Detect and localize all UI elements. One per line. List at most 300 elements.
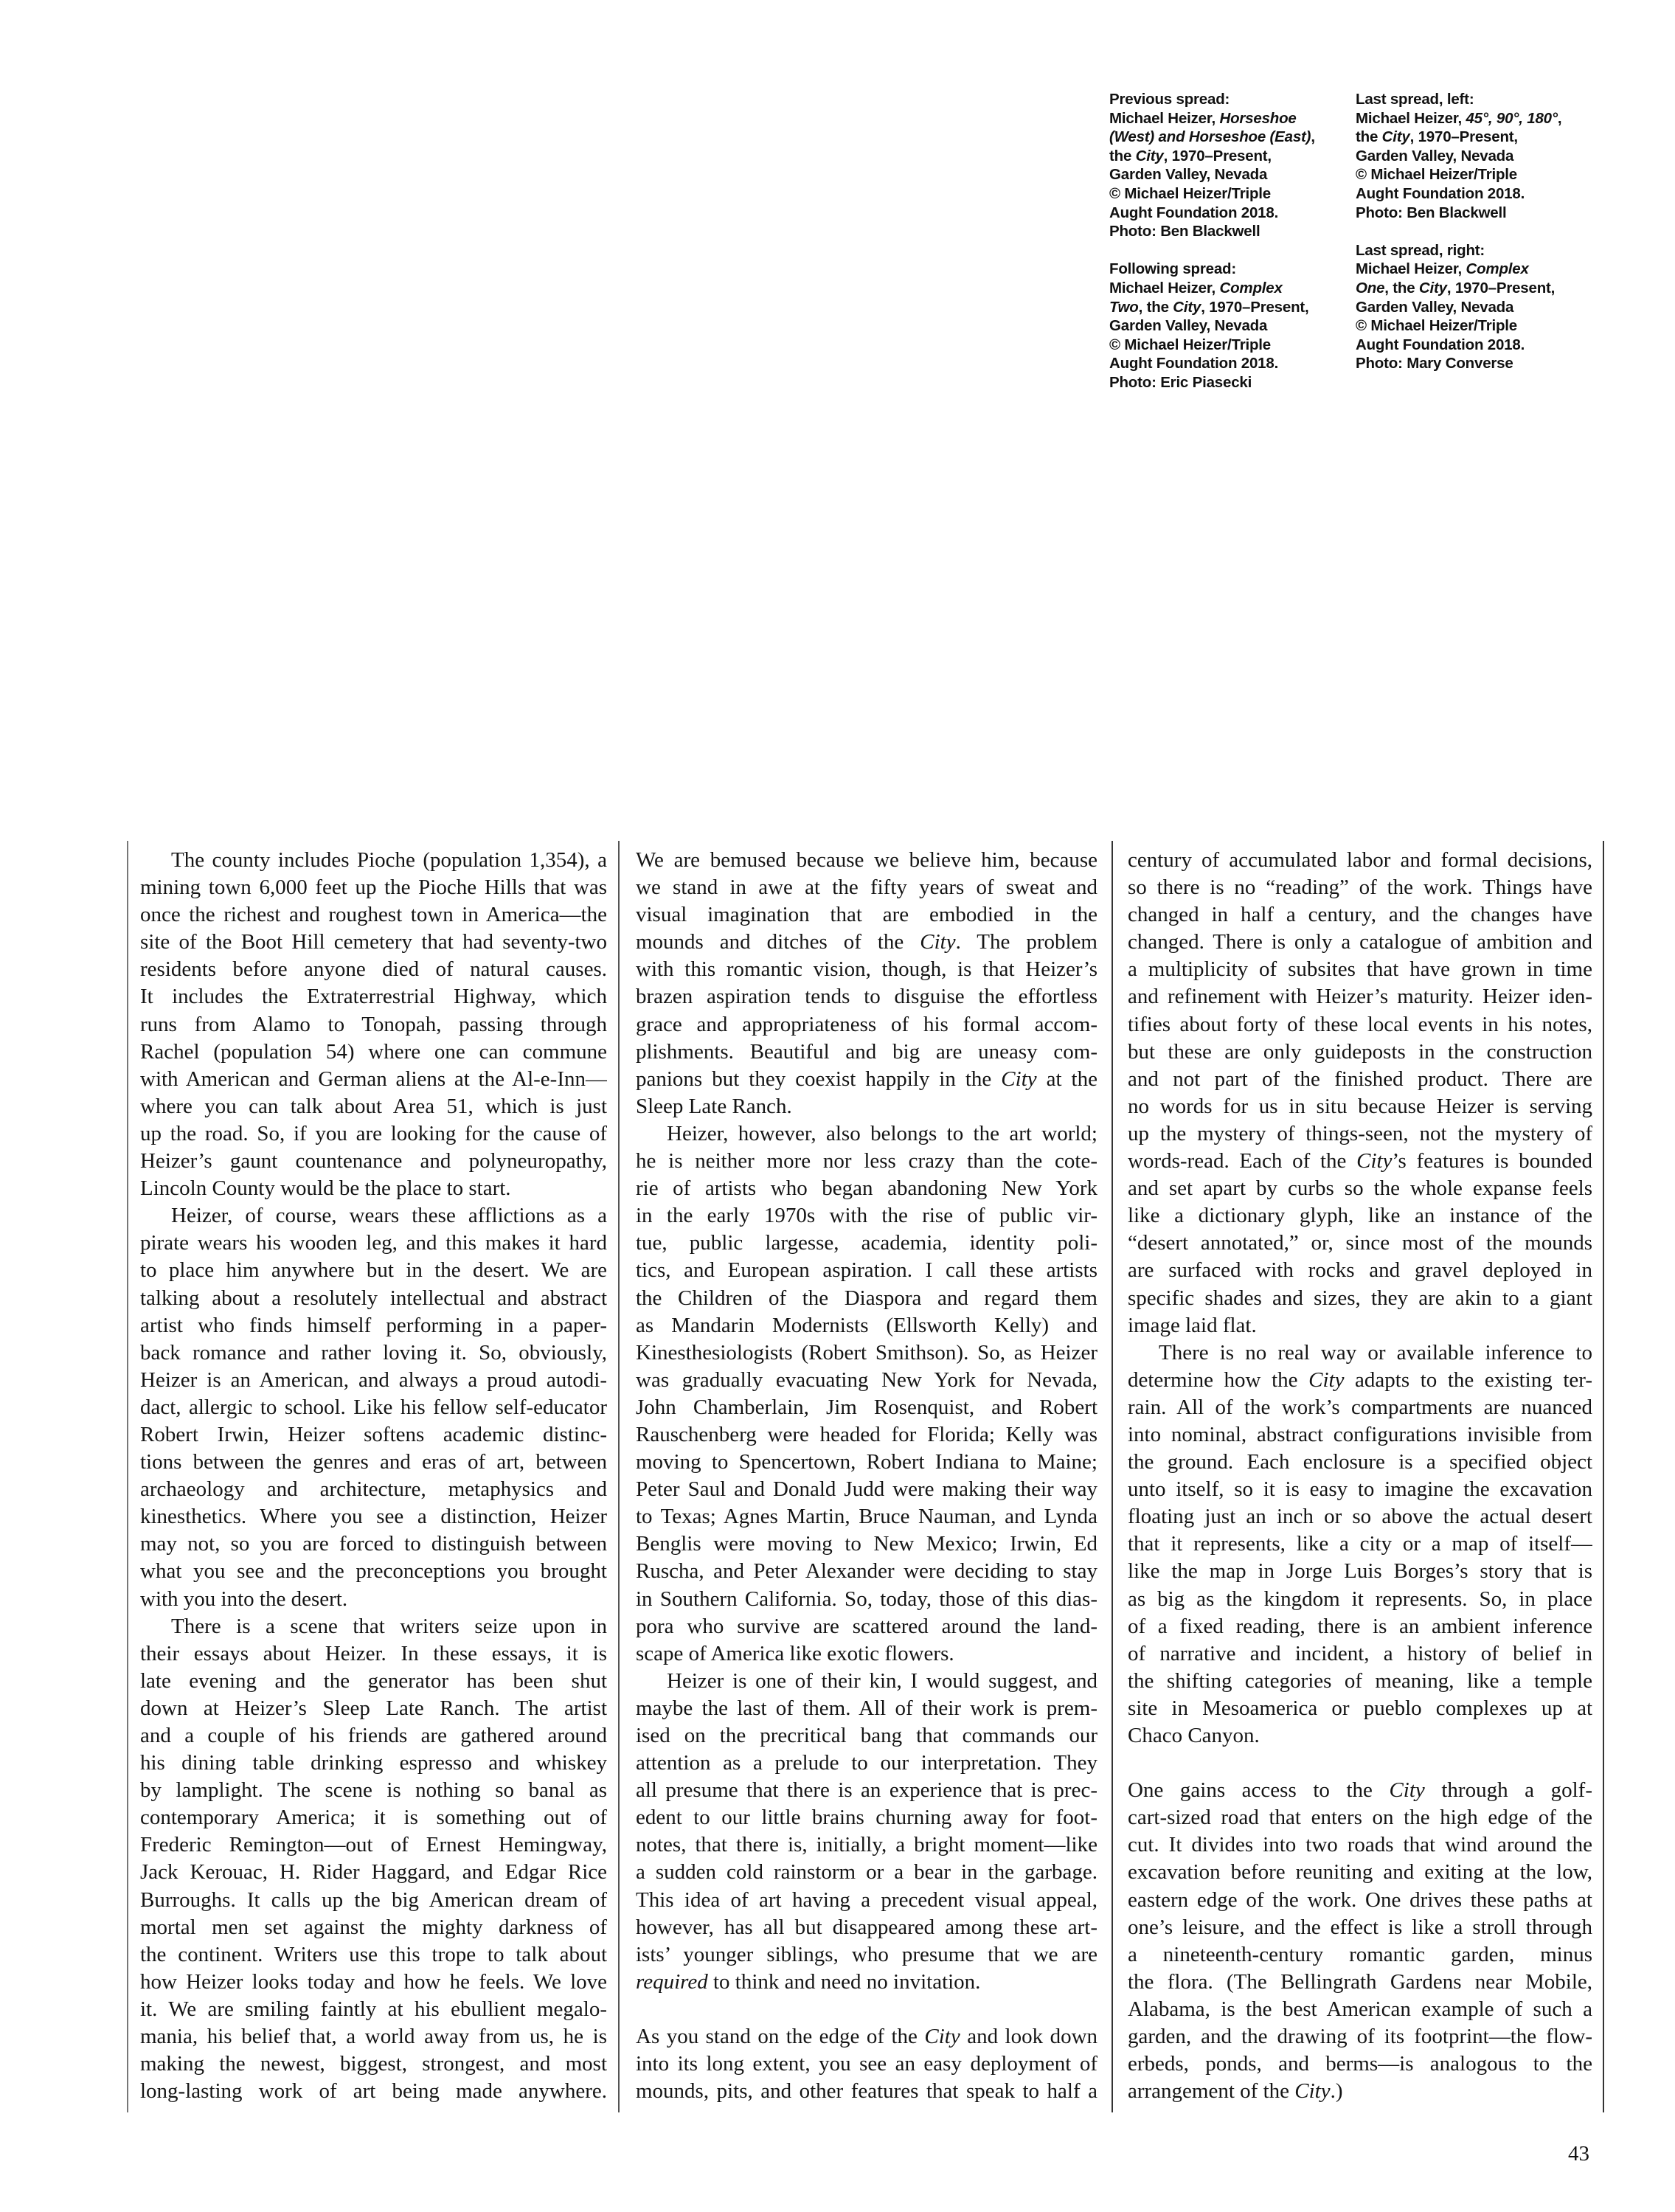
text-run: late evening and the generator has been shut [140, 1668, 607, 1693]
text-line [140, 1148, 607, 1175]
text-run: plishments. Beautiful and big are uneasy com- [636, 1039, 1097, 1064]
text-line [1128, 1558, 1592, 1585]
text-run: archaeology and architecture, metaphysics and [140, 1477, 607, 1502]
text-run: mounds, pits, and other features that speak to half a [636, 2079, 1097, 2104]
text-run: moving to Spencertown, Robert Indiana to Maine; [636, 1450, 1097, 1474]
text-line [140, 2023, 607, 2050]
caption-line [1109, 279, 1356, 298]
text-run: the flora. (The Bellingrath Gardens near Mobile, [1128, 1969, 1592, 1994]
text-run: once the richest and roughest town in America—the [140, 903, 607, 927]
text-line [636, 1941, 1097, 1969]
text-run: pora who survive are scattered around the land- [636, 1614, 1097, 1638]
text-run: Rauschenberg were headed for Florida; Kelly was [636, 1422, 1097, 1446]
text-run: unto itself, so it is easy to imagine the excavation [1128, 1477, 1592, 1502]
text-run: like the map in Jorge Luis Borges’s story that is [1128, 1559, 1592, 1584]
italic-text: City [1001, 1067, 1037, 1091]
text-run: to Texas; Agnes Martin, Bruce Nauman, and Lynda [636, 1505, 1097, 1529]
text-run: brazen aspiration tends to disguise the effortless [636, 985, 1097, 1009]
text-run: of narrative and incident, a history of belief in [1128, 1641, 1592, 1665]
text-line [636, 1202, 1097, 1230]
text-run: “desert annotated,” or, since most of the mounds [1128, 1231, 1592, 1255]
text-line [1128, 1941, 1592, 1969]
text-line [1128, 1339, 1592, 1367]
text-run: , 1970–Present, [1201, 298, 1309, 316]
text-line [140, 1941, 607, 1969]
text-run: with American and German aliens at the Al-e-Inn— [140, 1067, 607, 1091]
text-line [1128, 1421, 1592, 1449]
text-run: pirate wears his wooden leg, and this makes it hard [140, 1231, 607, 1255]
text-run: , 1970–Present, [1163, 147, 1272, 164]
caption-line [1109, 184, 1356, 204]
italic-text: Horseshoe [1219, 109, 1297, 127]
text-line [1128, 1120, 1592, 1148]
text-run: Heizer, however, also belongs to the art world; [667, 1121, 1097, 1145]
text-run: a multiplicity of subsites that have grown in time [1128, 957, 1592, 982]
text-line [636, 1586, 1097, 1613]
text-run: tics, and European aspiration. I call these artists [636, 1258, 1097, 1283]
text-run: into its long extent, you see an easy deployment of [636, 2052, 1097, 2076]
text-run: Aught Foundation 2018. [1356, 184, 1525, 202]
text-run: , 1970–Present, [1446, 279, 1556, 297]
text-run: attention as a prelude to our interpretation. They [636, 1751, 1097, 1775]
page-number: 43 [1568, 2142, 1589, 2166]
text-run: arrangement of the [1128, 2079, 1295, 2104]
text-line [1128, 1312, 1592, 1339]
text-run: up the road. So, if you are looking for the cause of [140, 1121, 607, 1145]
text-column-3 [1112, 841, 1604, 2112]
text-line [636, 2078, 1097, 2105]
text-line [1128, 929, 1592, 956]
text-line [636, 1722, 1097, 1750]
text-run: The county includes Pioche (population 1,354), a [171, 848, 607, 872]
text-line [636, 874, 1097, 901]
text-run: floating just an inch or so above the actual desert [1128, 1505, 1592, 1529]
text-line [140, 847, 607, 874]
text-run: changed. There is only a catalogue of ambition and [1128, 930, 1592, 954]
text-line [1128, 1530, 1592, 1558]
text-line [1128, 1039, 1592, 1066]
text-run: There is a scene that writers seize upon in [171, 1614, 607, 1638]
text-run: what you see and the preconceptions you brought [140, 1559, 607, 1584]
text-run: how Heizer looks today and how he feels. We love [140, 1969, 607, 1994]
text-run: edent to our little brains churning away for foot- [636, 1806, 1097, 1830]
text-line [1128, 1394, 1592, 1421]
text-run: the [1356, 128, 1382, 146]
text-line [140, 1257, 607, 1284]
text-run: . The problem [955, 930, 1097, 954]
text-run: , 1970–Present, [1409, 128, 1518, 146]
text-line [140, 1695, 607, 1722]
text-line [636, 1339, 1097, 1367]
text-run: determine how the [1128, 1367, 1309, 1392]
text-line [1128, 1449, 1592, 1476]
italic-text: City [920, 930, 956, 954]
text-run: tue, public largesse, academia, identity poli- [636, 1231, 1097, 1255]
text-run: Garden Valley, Nevada [1109, 317, 1268, 335]
text-run: Rachel (population 54) where one can commune [140, 1039, 607, 1064]
caption-block [1356, 90, 1602, 222]
text-line [636, 1804, 1097, 1831]
text-line [1128, 1777, 1592, 1804]
italic-text: City [1418, 279, 1447, 297]
text-line [140, 1804, 607, 1831]
photo-captions [1109, 90, 1611, 411]
text-run: long-lasting work of art being made anywhere. [140, 2079, 607, 2104]
text-run: Alabama, is the best American example of such a [1128, 1997, 1592, 2021]
text-line [636, 1640, 1097, 1668]
text-line [140, 1722, 607, 1750]
text-run: was gradually evacuating New York for Nevada, [636, 1367, 1097, 1392]
text-line [1128, 874, 1592, 901]
text-column-1 [127, 841, 618, 2112]
text-line [140, 1011, 607, 1039]
text-line [140, 1339, 607, 1367]
text-run: as big as the kingdom it represents. So, in place [1128, 1587, 1592, 1611]
caption-line [1356, 128, 1602, 147]
text-run: .) [1330, 2079, 1343, 2104]
text-run: Heizer, of course, wears these afflictions as a [171, 1204, 607, 1228]
text-run: changed in half a century, and the changes have [1128, 903, 1592, 927]
text-run: Aught Foundation 2018. [1109, 204, 1279, 221]
text-line [636, 1449, 1097, 1476]
text-run: adapts to the existing ter- [1344, 1367, 1592, 1392]
text-run: the ground. Each enclosure is a specified object [1128, 1450, 1592, 1474]
caption-heading: Last spread, left: [1356, 91, 1474, 108]
text-line [140, 1093, 607, 1120]
text-run: As you stand on the edge of the [636, 2025, 925, 2049]
text-line [636, 1312, 1097, 1339]
text-run: garden, and the drawing of its footprint—the flow- [1128, 2025, 1592, 2049]
text-run: It includes the Extraterrestrial Highway, which [140, 985, 607, 1009]
italic-text: City [1135, 147, 1164, 164]
text-line [636, 1011, 1097, 1039]
caption-column-left [1109, 90, 1356, 411]
caption-block [1356, 241, 1602, 373]
text-run: Benglis were moving to New Mexico; Irwin, Ed [636, 1532, 1097, 1556]
text-line [1128, 956, 1592, 983]
text-run: runs from Alamo to Tonopah, passing through [140, 1012, 607, 1036]
text-run: rie of artists who began abandoning New York [636, 1176, 1097, 1201]
text-line [1128, 901, 1592, 929]
text-line [636, 1613, 1097, 1640]
text-line [636, 1285, 1097, 1312]
text-run: residents before anyone died of natural causes. [140, 957, 607, 982]
text-run: Lincoln County would be the place to start. [140, 1176, 511, 1201]
text-line [636, 1230, 1097, 1257]
text-line [1128, 1613, 1592, 1640]
text-run: Heizer is one of their kin, I would suggest, and [667, 1668, 1097, 1693]
caption-line [1109, 354, 1356, 373]
caption-block [1109, 90, 1356, 241]
text-run: the shifting categories of meaning, like a temple [1128, 1668, 1592, 1693]
text-line [140, 2078, 607, 2105]
caption-line [1109, 109, 1356, 128]
text-run: , [1557, 109, 1562, 127]
text-run: in Southern California. So, today, those of this dias- [636, 1587, 1097, 1611]
text-line [140, 1039, 607, 1066]
text-run: all presume that there is an experience that is prec- [636, 1778, 1097, 1803]
text-run: the continent. Writers use this trope to talk about [140, 1942, 607, 1966]
text-line [1128, 1285, 1592, 1312]
text-run: excavation before reuniting and exiting at the low, [1128, 1860, 1592, 1885]
text-run: century of accumulated labor and formal decisions, [1128, 848, 1592, 872]
text-run: rain. All of the work’s compartments are nuanced [1128, 1395, 1592, 1419]
text-line [140, 1831, 607, 1859]
text-line [140, 1202, 607, 1230]
text-run: and a couple of his friends are gathered around [140, 1724, 607, 1747]
text-run: Heizer is an American, and always a proud autodi- [140, 1367, 607, 1392]
text-line [636, 1367, 1097, 1394]
text-line [1128, 1640, 1592, 1668]
text-line [1128, 1887, 1592, 1914]
text-run: to place him anywhere but in the desert. We are [140, 1258, 607, 1283]
text-run: Kinesthesiologists (Robert Smithson). So, as Heizer [636, 1340, 1097, 1365]
text-run: , [1311, 128, 1315, 146]
text-line [1128, 1914, 1592, 1941]
text-run: ists’ younger siblings, who presume that we are [636, 1942, 1097, 1966]
caption-heading: Previous spread: [1109, 91, 1230, 108]
caption-line [1356, 279, 1602, 298]
article-body [127, 841, 1603, 2109]
text-run: © Michael Heizer/Triple [1109, 336, 1271, 353]
column-text [636, 847, 1097, 2105]
italic-text: City [1389, 1778, 1425, 1803]
text-run: in the early 1970s with the rise of public vir- [636, 1204, 1097, 1228]
text-line [1128, 1230, 1592, 1257]
text-line [140, 1558, 607, 1585]
text-line [636, 1530, 1097, 1558]
text-line [636, 1914, 1097, 1941]
text-run: and not part of the finished product. There are [1128, 1067, 1592, 1091]
text-line [636, 1503, 1097, 1530]
text-run: Aught Foundation 2018. [1356, 336, 1525, 353]
text-run: eastern edge of the work. One drives these paths at [1128, 1887, 1592, 1912]
text-line [1128, 847, 1592, 874]
text-line [636, 1421, 1097, 1449]
text-run: Michael Heizer, [1356, 260, 1466, 278]
text-line [1128, 1831, 1592, 1859]
text-line [1128, 1503, 1592, 1530]
text-run: no words for us in situ because Heizer is serving [1128, 1094, 1592, 1118]
text-line [1128, 2050, 1592, 2078]
text-line [636, 1394, 1097, 1421]
caption-line [1356, 204, 1602, 223]
text-run: Photo: Eric Piasecki [1109, 373, 1252, 391]
text-line [636, 2050, 1097, 2078]
caption-line [1356, 316, 1602, 336]
text-line [1128, 1202, 1592, 1230]
text-run: and set apart by curbs so the whole expanse feels [1128, 1176, 1592, 1201]
column-text [140, 847, 607, 2105]
text-run: Michael Heizer, [1109, 109, 1220, 127]
caption-line [1109, 165, 1356, 184]
text-run: may not, so you are forced to distinguish between [140, 1532, 607, 1556]
text-run: so there is no “reading” of the work. Things have [1128, 876, 1592, 900]
text-line [636, 983, 1097, 1010]
text-line [636, 1148, 1097, 1175]
text-line [636, 1120, 1097, 1148]
caption-line [1109, 204, 1356, 223]
text-run: he is neither more nor less crazy than the cote- [636, 1149, 1097, 1173]
text-run: Heizer’s gaunt countenance and polyneuropathy, [140, 1149, 607, 1173]
caption-line [1109, 316, 1356, 336]
text-line [636, 1668, 1097, 1695]
text-run: Aught Foundation 2018. [1109, 355, 1279, 372]
text-line [636, 956, 1097, 983]
text-line [140, 1230, 607, 1257]
text-run: mania, his belief that, a world away from us, he is [140, 2025, 607, 2049]
text-run: © Michael Heizer/Triple [1356, 317, 1517, 335]
text-line [140, 1394, 607, 1421]
text-line [140, 1640, 607, 1668]
text-run: mining town 6,000 feet up the Pioche Hills that was [140, 876, 607, 900]
text-line [636, 847, 1097, 874]
text-line [140, 1312, 607, 1339]
caption-line [1109, 298, 1356, 317]
text-run: Jack Kerouac, H. Rider Haggard, and Edgar Rice [140, 1860, 607, 1885]
text-line [636, 1257, 1097, 1284]
text-run: up the mystery of things-seen, not the mystery of [1128, 1121, 1592, 1145]
text-line [1128, 2078, 1592, 2105]
text-line [140, 1586, 607, 1613]
text-run: mortal men set against the mighty darkness of [140, 1915, 607, 1939]
text-line [636, 1039, 1097, 1066]
italic-text: City [1294, 2079, 1331, 2104]
text-line [1128, 1695, 1592, 1722]
italic-text: Two [1109, 298, 1139, 316]
text-line [140, 1859, 607, 1886]
text-line [1128, 1996, 1592, 2023]
text-line [636, 1066, 1097, 1093]
text-run: down at Heizer’s Sleep Late Ranch. The artist [140, 1696, 607, 1720]
text-line [636, 1859, 1097, 1886]
text-run: Garden Valley, Nevada [1109, 166, 1268, 184]
text-line [140, 956, 607, 983]
text-line [636, 1777, 1097, 1804]
text-line [636, 1695, 1097, 1722]
text-run: artist who finds himself performing in a paper- [140, 1313, 607, 1337]
text-line [1128, 1367, 1592, 1394]
text-line [140, 929, 607, 956]
text-line [1128, 1093, 1592, 1120]
italic-text: City [1356, 1149, 1393, 1173]
text-run: ’s features is bounded [1392, 1149, 1592, 1173]
text-run: as Mandarin Modernists (Ellsworth Kelly) and [636, 1313, 1097, 1337]
text-run: we stand in awe at the fifty years of sweat and [636, 876, 1097, 900]
text-line [140, 1285, 607, 1312]
text-run: the [1109, 147, 1136, 164]
text-run: his dining table drinking espresso and whiskey [140, 1751, 607, 1775]
text-line [1128, 983, 1592, 1010]
text-run: © Michael Heizer/Triple [1109, 184, 1271, 202]
text-run: One gains access to the [1128, 1778, 1390, 1803]
text-run: specific shades and sizes, they are akin to a giant [1128, 1286, 1592, 1310]
text-run: Burroughs. It calls up the big American dream of [140, 1887, 607, 1912]
text-run: words-read. Each of the [1128, 1149, 1357, 1173]
text-run: at the [1036, 1067, 1097, 1091]
text-line [636, 1558, 1097, 1585]
text-run: where you can talk about Area 51, which is just [140, 1094, 607, 1118]
caption-line [1109, 128, 1356, 147]
caption-line [1356, 147, 1602, 166]
text-run: site of the Boot Hill cemetery that had seventy-two [140, 930, 607, 954]
text-run: and look down [960, 2025, 1097, 2049]
caption-line [1356, 165, 1602, 184]
text-run: Peter Saul and Donald Judd were making their way [636, 1477, 1097, 1502]
text-run: it. We are smiling faintly at his ebullient megalo- [140, 1997, 607, 2021]
italic-text: City [1308, 1367, 1345, 1392]
caption-line [1109, 373, 1356, 392]
text-run: talking about a resolutely intellectual and abstract [140, 1286, 607, 1310]
text-run: their essays about Heizer. In these essays, it is [140, 1641, 607, 1665]
text-run: panions but they coexist happily in the [636, 1067, 1002, 1091]
text-line [140, 1476, 607, 1503]
text-run: like a dictionary glyph, like an instance of the [1128, 1204, 1592, 1228]
text-run: through a golf- [1424, 1778, 1592, 1803]
caption-line [1109, 336, 1356, 355]
text-line [636, 1093, 1097, 1120]
text-line [1128, 1722, 1592, 1750]
text-run: into nominal, abstract configurations invisible from [1128, 1422, 1592, 1446]
text-run: Frederic Remington—out of Ernest Hemingway, [140, 1833, 607, 1857]
text-run: contemporary America; it is something out of [140, 1806, 607, 1830]
text-run: the Children of the Diaspora and regard them [636, 1286, 1097, 1310]
text-line [1128, 1476, 1592, 1503]
text-line [1128, 1859, 1592, 1886]
italic-text: Complex [1466, 260, 1529, 278]
caption-line [1356, 260, 1602, 279]
text-run: of a fixed reading, there is an ambient inference [1128, 1614, 1592, 1638]
text-run: a nineteenth-century romantic garden, minus [1128, 1942, 1592, 1966]
text-run: back romance and rather loving it. So, obviously, [140, 1340, 607, 1365]
text-run: making the newest, biggest, strongest, and most [140, 2052, 607, 2076]
text-line [636, 2023, 1097, 2050]
text-line [636, 901, 1097, 929]
text-run: image laid flat. [1128, 1313, 1257, 1337]
text-line [140, 1613, 607, 1640]
text-run: mounds and ditches of the [636, 930, 920, 954]
text-run: ised on the precritical bang that commands our [636, 1724, 1097, 1747]
text-run: There is no real way or available inference to [1159, 1340, 1592, 1365]
text-run: notes, that there is, initially, a bright moment—like [636, 1833, 1097, 1857]
text-line [1128, 1804, 1592, 1831]
italic-text: Complex [1219, 279, 1283, 297]
text-line [1128, 1586, 1592, 1613]
text-run: with you into the desert. [140, 1587, 348, 1611]
text-run: Garden Valley, Nevada [1356, 147, 1514, 164]
text-run: cut. It divides into two roads that wind around the [1128, 1833, 1592, 1857]
text-line [140, 1887, 607, 1914]
text-run: Photo: Ben Blackwell [1109, 223, 1260, 240]
text-run: Ruscha, and Peter Alexander were deciding to stay [636, 1559, 1097, 1584]
italic-text: (West) and Horseshoe (East) [1109, 128, 1311, 146]
text-run: , the [1384, 279, 1419, 297]
text-line [140, 1750, 607, 1777]
text-run: This idea of art having a precedent visual appeal, [636, 1887, 1097, 1912]
caption-line [1109, 147, 1356, 166]
text-line [1128, 1969, 1592, 1996]
text-run: and refinement with Heizer’s maturity. Heizer iden- [1128, 985, 1592, 1009]
text-run: tions between the genres and eras of art, between [140, 1450, 607, 1474]
text-line [140, 2050, 607, 2078]
text-run: however, has all but disappeared among these art- [636, 1915, 1097, 1939]
text-run: Michael Heizer, [1109, 279, 1220, 297]
text-run: tifies about forty of these local events in his notes, [1128, 1012, 1592, 1036]
text-run: grace and appropriateness of his formal accom- [636, 1012, 1097, 1036]
italic-text: City [1381, 128, 1410, 146]
text-line [140, 1367, 607, 1394]
text-line [636, 1750, 1097, 1777]
